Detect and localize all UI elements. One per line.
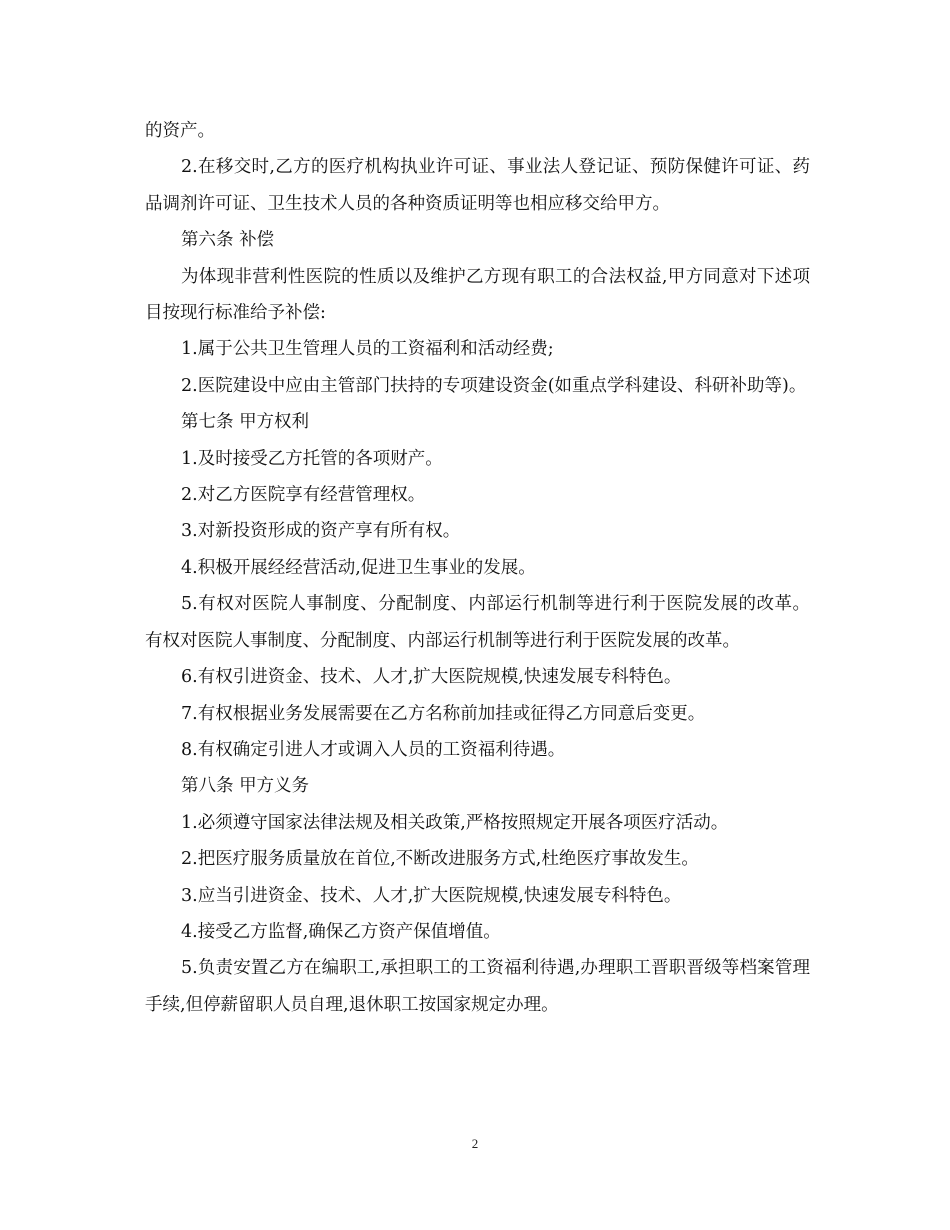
list-item: 3.对新投资形成的资产享有所有权。 (181, 521, 461, 542)
section-heading: 第七条 甲方权利 (181, 412, 310, 433)
list-item: 6.有权引进资金、技术、人才,扩大医院规模,快速发展专科特色。 (181, 667, 682, 688)
list-item: 8.有权确定引进人才或调入人员的工资福利待遇。 (181, 739, 566, 760)
document-body (145, 113, 810, 1023)
section-heading: 第八条 甲方义务 (181, 776, 310, 797)
paragraph: 的资产。 (145, 121, 215, 141)
paragraph: 为体现非营利性医院的性质以及维护乙方现有职工的合法权益,甲方同意对下述项目按现行标准给予补偿: (145, 266, 810, 324)
section-heading: 第六条 补偿 (181, 230, 275, 251)
list-item: 1.属于公共卫生管理人员的工资福利和活动经费; (181, 339, 554, 360)
paragraph: 2.在移交时,乙方的医疗机构执业许可证、事业法人登记证、预防保健许可证、药品调剂许可证、卫生技术人员的各种资质证明等也相应移交给甲方。 (145, 157, 810, 214)
list-item: 3.应当引进资金、技术、人才,扩大医院规模,快速发展专科特色。 (181, 885, 682, 906)
list-item: 2.把医疗服务质量放在首位,不断改进服务方式,杜绝医疗事故发生。 (181, 849, 699, 870)
page-number: 2 (471, 1136, 479, 1151)
list-item: 1.及时接受乙方托管的各项财产。 (181, 448, 443, 469)
list-item: 5.有权对医院人事制度、分配制度、内部运行机制等进行利于医院发展的改革。有权对医院人事制度、分配制度、内部运行机制等进行利于医院发展的改革。 (145, 594, 810, 651)
list-item: 7.有权根据业务发展需要在乙方名称前加挂或征得乙方同意后变更。 (181, 703, 706, 724)
list-item: 2.医院建设中应由主管部门扶持的专项建设资金(如重点学科建设、科研补助等)。 (181, 375, 807, 396)
list-item: 2.对乙方医院享有经营管理权。 (181, 485, 426, 506)
list-item: 4.积极开展经经营活动,促进卫生事业的发展。 (181, 557, 536, 578)
list-item: 4.接受乙方监督,确保乙方资产保值增值。 (181, 921, 501, 942)
list-item: 1.必须遵守国家法律法规及相关政策,严格按照规定开展各项医疗活动。 (181, 812, 729, 833)
list-item: 5.负责安置乙方在编职工,承担职工的工资福利待遇,办理职工晋职晋级等档案管理手续,但停薪留职人员自理,退休职工按国家规定办理。 (145, 958, 810, 1015)
